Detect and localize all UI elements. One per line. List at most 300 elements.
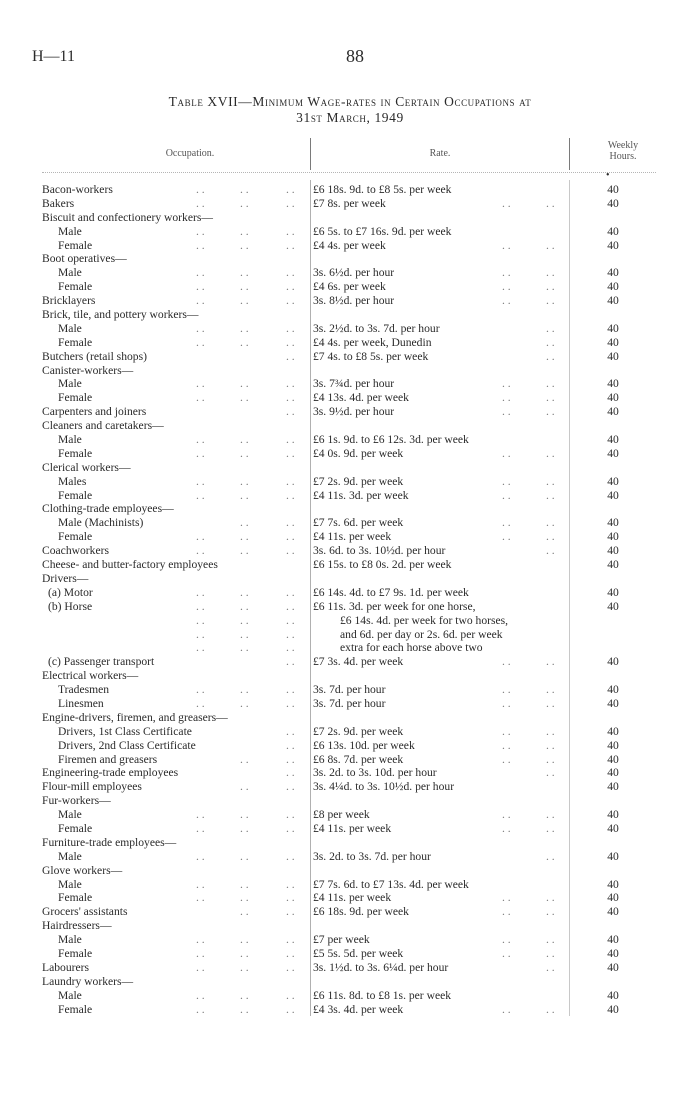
- dot-leader: . .: [286, 266, 295, 280]
- occupation-cell: Male: [58, 321, 82, 335]
- occupation-cell: Female: [58, 238, 93, 252]
- hours-cell: 40: [607, 1002, 619, 1016]
- dot-leader: . .: [546, 238, 555, 252]
- table-row: [0, 822, 700, 836]
- rate-cell: 3s. 2d. to 3s. 10d. per hour: [313, 766, 437, 780]
- occupation-cell: Drivers, 2nd Class Certificate: [58, 738, 196, 752]
- dot-leader: . .: [546, 446, 555, 460]
- dot-leader: . .: [546, 933, 555, 947]
- hours-cell: 40: [607, 599, 619, 613]
- dot-leader: . .: [240, 599, 249, 613]
- table-row: [0, 878, 700, 892]
- rate-cell: £6 1s. 9d. to £6 12s. 3d. per week: [313, 433, 469, 447]
- dot-leader: . .: [502, 238, 511, 252]
- dot-leader: . .: [240, 294, 249, 308]
- dot-leader: . .: [196, 266, 205, 280]
- rate-cell: £7 7s. 6d. per week: [313, 516, 404, 530]
- dot-leader: . .: [546, 474, 555, 488]
- rate-cell: £4 3s. 4d. per week: [313, 1002, 404, 1016]
- table-row: [0, 919, 700, 933]
- occupation-cell: Female: [58, 391, 93, 405]
- rate-cell: 3s. 7d. per hour: [313, 696, 386, 710]
- dot-leader: . .: [546, 738, 555, 752]
- occupation-cell: Canister-workers—: [42, 363, 134, 377]
- hours-cell: 40: [607, 183, 619, 196]
- dot-leader: . .: [286, 960, 295, 974]
- dot-leader: . .: [286, 988, 295, 1002]
- dot-leader: . .: [196, 321, 205, 335]
- dot-leader: . .: [240, 1002, 249, 1016]
- dot-leader: . .: [546, 530, 555, 544]
- table-row: [0, 516, 700, 530]
- rate-cell: £4 11s. per week: [313, 891, 392, 905]
- occupation-cell: Male: [58, 433, 82, 447]
- occupation-cell: Carpenters and joiners: [42, 405, 147, 419]
- occupation-cell: Cleaners and caretakers—: [42, 419, 164, 433]
- dot-leader: . .: [240, 391, 249, 405]
- table-row: [0, 405, 700, 419]
- dot-leader: . .: [196, 377, 205, 391]
- rate-cell: £7 2s. 9d. per week: [313, 474, 404, 488]
- rate-cell: 3s. 8½d. per hour: [313, 294, 395, 308]
- dot-leader: . .: [286, 516, 295, 530]
- table-row: [0, 683, 700, 697]
- occupation-cell: Female: [58, 946, 93, 960]
- table-row: [0, 475, 700, 489]
- header-rule: [42, 172, 656, 173]
- dot-leader: . .: [286, 1002, 295, 1016]
- dot-leader: . .: [286, 405, 295, 419]
- hours-cell: 40: [607, 280, 619, 294]
- dot-leader: . .: [546, 280, 555, 294]
- table-row: [0, 572, 700, 586]
- rate-cell: and 6d. per day or 2s. 6d. per week: [340, 627, 503, 641]
- occupation-cell: Grocers' assistants: [42, 905, 128, 919]
- dot-leader: . .: [286, 433, 295, 447]
- occupation-cell: Linesmen: [58, 696, 104, 710]
- hours-cell: 40: [607, 780, 619, 794]
- rate-cell: £7 2s. 9d. per week: [313, 724, 404, 738]
- table-row: [0, 322, 700, 336]
- occupation-cell: Male: [58, 988, 82, 1002]
- table-row: [0, 280, 700, 294]
- dot-leader: . .: [502, 196, 511, 210]
- dot-leader: . .: [196, 933, 205, 947]
- dot-leader: . .: [502, 724, 511, 738]
- dot-leader: . .: [286, 738, 295, 752]
- hours-cell: 40: [607, 488, 619, 502]
- table-row: [0, 655, 700, 669]
- dot-leader: . .: [546, 849, 555, 863]
- rate-cell: £4 13s. 4d. per week: [313, 391, 409, 405]
- dot-leader: . .: [240, 780, 249, 794]
- hours-cell: 40: [607, 558, 619, 572]
- dot-leader: . .: [240, 433, 249, 447]
- table-row: [0, 628, 700, 642]
- dot-leader: . .: [546, 655, 555, 669]
- occupation-cell: Bacon-workers: [42, 183, 113, 196]
- rate-cell: £6 5s. to £7 16s. 9d. per week: [313, 224, 452, 238]
- dot-leader: . .: [286, 933, 295, 947]
- dot-leader: . .: [502, 905, 511, 919]
- rate-cell: £7 7s. 6d. to £7 13s. 4d. per week: [313, 877, 469, 891]
- hours-cell: 40: [607, 585, 619, 599]
- rate-cell: £4 4s. per week, Dunedin: [313, 335, 432, 349]
- occupation-cell: Female: [58, 821, 93, 835]
- dot-leader: . .: [240, 946, 249, 960]
- hours-cell: 40: [607, 988, 619, 1002]
- dot-leader: . .: [240, 238, 249, 252]
- dot-leader: . .: [546, 821, 555, 835]
- dot-leader: . .: [502, 266, 511, 280]
- table-row: [0, 252, 700, 266]
- dot-leader: . .: [240, 321, 249, 335]
- table-row: [0, 947, 700, 961]
- occupation-cell: (a) Motor: [48, 585, 93, 599]
- rate-cell: £7 4s. to £8 5s. per week: [313, 349, 429, 363]
- hours-cell: 40: [607, 377, 619, 391]
- occupation-cell: Coachworkers: [42, 544, 109, 558]
- dot-leader: . .: [502, 891, 511, 905]
- table-row: [0, 794, 700, 808]
- hours-cell: 40: [607, 266, 619, 280]
- dot-leader: . .: [546, 946, 555, 960]
- occupation-cell: Butchers (retail shops): [42, 349, 147, 363]
- table-row: [0, 239, 700, 253]
- table-row: [0, 766, 700, 780]
- dot-leader: . .: [286, 821, 295, 835]
- dot-leader: . .: [196, 683, 205, 697]
- dot-leader: . .: [240, 849, 249, 863]
- occupation-cell: Male: [58, 224, 82, 238]
- dot-leader: . .: [286, 391, 295, 405]
- dot-leader: . .: [286, 238, 295, 252]
- table-row: [0, 391, 700, 405]
- hours-cell: 40: [607, 891, 619, 905]
- dot-leader: . .: [286, 724, 295, 738]
- occupation-cell: Male: [58, 808, 82, 822]
- table-row: [0, 1003, 700, 1017]
- rate-cell: extra for each horse above two: [340, 641, 483, 655]
- table-row: [0, 266, 700, 280]
- dot-leader: . .: [502, 808, 511, 822]
- dot-leader: . .: [240, 696, 249, 710]
- table-row: [0, 739, 700, 753]
- dot-leader: . .: [286, 530, 295, 544]
- dot-leader: . .: [240, 544, 249, 558]
- dot-leader: . .: [196, 224, 205, 238]
- table-row: [0, 461, 700, 475]
- dot-leader: . .: [240, 474, 249, 488]
- dot-leader: . .: [546, 544, 555, 558]
- occupation-cell: Clothing-trade employees—: [42, 502, 174, 516]
- occupation-cell: Clerical workers—: [42, 460, 131, 474]
- occupation-cell: Male: [58, 849, 82, 863]
- rate-cell: £6 14s. 4d. per week for two horses,: [340, 613, 509, 627]
- dot-leader: . .: [502, 488, 511, 502]
- rate-cell: 3s. 6½d. per hour: [313, 266, 395, 280]
- occupation-cell: Male: [58, 266, 82, 280]
- dot-leader: . .: [196, 238, 205, 252]
- table-row: [0, 753, 700, 767]
- dot-leader: . .: [286, 641, 295, 655]
- dot-leader: . .: [240, 585, 249, 599]
- dot-leader: . .: [502, 446, 511, 460]
- dot-leader: . .: [502, 946, 511, 960]
- occupation-cell: Drivers—: [42, 571, 89, 585]
- occupation-cell: Bricklayers: [42, 294, 96, 308]
- table-row: [0, 183, 700, 197]
- section-marker: H—11: [32, 48, 75, 65]
- table-row: [0, 197, 700, 211]
- dot-leader: . .: [240, 891, 249, 905]
- occupation-cell: Male: [58, 933, 82, 947]
- dot-leader: . .: [286, 877, 295, 891]
- dot-leader: . .: [286, 905, 295, 919]
- table-row: [0, 586, 700, 600]
- hours-cell: 40: [607, 655, 619, 669]
- rate-cell: £7 per week: [313, 933, 370, 947]
- dot-leader: . .: [240, 960, 249, 974]
- table-row: [0, 211, 700, 225]
- dot-leader: . .: [286, 280, 295, 294]
- dot-leader: . .: [546, 696, 555, 710]
- dot-leader: . .: [546, 516, 555, 530]
- dot-leader: . .: [240, 627, 249, 641]
- dot-leader: . .: [196, 808, 205, 822]
- dot-leader: . .: [546, 294, 555, 308]
- rate-cell: £6 14s. 4d. to £7 9s. 1d. per week: [313, 585, 469, 599]
- dot-leader: . .: [502, 405, 511, 419]
- rate-cell: £6 15s. to £8 0s. 2d. per week: [313, 558, 452, 572]
- table-row: [0, 864, 700, 878]
- dot-leader: . .: [502, 655, 511, 669]
- hours-cell: 40: [607, 516, 619, 530]
- dot-leader: . .: [286, 613, 295, 627]
- hours-cell: 40: [607, 446, 619, 460]
- hours-cell: 40: [607, 349, 619, 363]
- dot-leader: . .: [196, 391, 205, 405]
- dot-leader: . .: [286, 655, 295, 669]
- dot-leader: . .: [240, 377, 249, 391]
- occupation-cell: Engineering-trade employees: [42, 766, 179, 780]
- table-row: [0, 891, 700, 905]
- table-row: [0, 433, 700, 447]
- dot-leader: . .: [546, 766, 555, 780]
- dot-leader: . .: [240, 808, 249, 822]
- occupation-cell: Female: [58, 891, 93, 905]
- dot-leader: . .: [502, 377, 511, 391]
- dot-leader: . .: [240, 516, 249, 530]
- dot-leader: . .: [196, 891, 205, 905]
- rate-cell: £6 11s. 8d. to £8 1s. per week: [313, 988, 452, 1002]
- hours-cell: 40: [607, 335, 619, 349]
- dot-leader: . .: [196, 821, 205, 835]
- dot-leader: . .: [546, 683, 555, 697]
- hours-cell: 40: [607, 808, 619, 822]
- hours-cell: 40: [607, 224, 619, 238]
- column-rule-1: [310, 138, 311, 170]
- dot-leader: . .: [286, 780, 295, 794]
- dot-leader: . .: [196, 446, 205, 460]
- hours-cell: 40: [607, 321, 619, 335]
- dot-leader: . .: [196, 488, 205, 502]
- table-row: [0, 294, 700, 308]
- stray-mark: •: [606, 170, 610, 181]
- dot-leader: . .: [286, 377, 295, 391]
- dot-leader: . .: [546, 321, 555, 335]
- dot-leader: . .: [546, 488, 555, 502]
- dot-leader: . .: [546, 724, 555, 738]
- dot-leader: . .: [196, 627, 205, 641]
- dot-leader: . .: [286, 321, 295, 335]
- rate-cell: £6 11s. 3d. per week for one horse,: [313, 599, 476, 613]
- dot-leader: . .: [286, 752, 295, 766]
- table-row: [0, 558, 700, 572]
- hours-cell: 40: [607, 238, 619, 252]
- dot-leader: . .: [546, 196, 555, 210]
- dot-leader: . .: [196, 1002, 205, 1016]
- dot-leader: . .: [286, 196, 295, 210]
- table-row: [0, 669, 700, 683]
- dot-leader: . .: [240, 280, 249, 294]
- table-row: [0, 544, 700, 558]
- dot-leader: . .: [286, 474, 295, 488]
- rate-cell: £6 18s. 9d. to £8 5s. per week: [313, 183, 452, 196]
- dot-leader: . .: [502, 391, 511, 405]
- dot-leader: . .: [546, 905, 555, 919]
- dot-leader: . .: [286, 446, 295, 460]
- hours-cell: 40: [607, 696, 619, 710]
- column-header-hours-line2: Hours.: [609, 151, 637, 162]
- table-title-line2: 31st March, 1949: [296, 110, 404, 125]
- dot-leader: . .: [286, 946, 295, 960]
- hours-cell: 40: [607, 683, 619, 697]
- dot-leader: . .: [196, 433, 205, 447]
- table-row: [0, 336, 700, 350]
- table-row: [0, 364, 700, 378]
- dot-leader: . .: [502, 280, 511, 294]
- rate-cell: £4 11s. 3d. per week: [313, 488, 409, 502]
- dot-leader: . .: [546, 891, 555, 905]
- hours-cell: 40: [607, 738, 619, 752]
- rate-cell: £4 11s. per week: [313, 530, 392, 544]
- page-number: 88: [346, 46, 364, 66]
- dot-leader: . .: [546, 752, 555, 766]
- dot-leader: . .: [196, 196, 205, 210]
- table-row: [0, 419, 700, 433]
- dot-leader: . .: [196, 599, 205, 613]
- table-row: [0, 905, 700, 919]
- dot-leader: . .: [502, 696, 511, 710]
- hours-cell: 40: [607, 946, 619, 960]
- dot-leader: . .: [502, 821, 511, 835]
- dot-leader: . .: [502, 530, 511, 544]
- rate-cell: 3s. 4¼d. to 3s. 10½d. per hour: [313, 780, 455, 794]
- hours-cell: 40: [607, 196, 619, 210]
- dot-leader: . .: [502, 294, 511, 308]
- dot-leader: . .: [546, 391, 555, 405]
- hours-cell: 40: [607, 960, 619, 974]
- occupation-cell: Cheese- and butter-factory employees: [42, 558, 218, 572]
- dot-leader: . .: [240, 266, 249, 280]
- column-header-hours: [594, 140, 652, 162]
- dot-leader: . .: [286, 599, 295, 613]
- rate-cell: £4 0s. 9d. per week: [313, 446, 404, 460]
- rate-cell: £7 8s. per week: [313, 196, 386, 210]
- dot-leader: . .: [546, 1002, 555, 1016]
- hours-cell: 40: [607, 433, 619, 447]
- dot-leader: . .: [502, 738, 511, 752]
- hours-cell: 40: [607, 530, 619, 544]
- table-row: [0, 350, 700, 364]
- wage-table: [0, 183, 700, 1016]
- dot-leader: . .: [240, 196, 249, 210]
- occupation-cell: Male (Machinists): [58, 516, 144, 530]
- hours-cell: 40: [607, 877, 619, 891]
- dot-leader: . .: [240, 877, 249, 891]
- dot-leader: . .: [240, 530, 249, 544]
- occupation-cell: Laundry workers—: [42, 974, 134, 988]
- occupation-cell: Furniture-trade employees—: [42, 835, 177, 849]
- rate-cell: £5 5s. 5d. per week: [313, 946, 404, 960]
- rate-cell: 3s. 6d. to 3s. 10½d. per hour: [313, 544, 446, 558]
- table-row: [0, 850, 700, 864]
- dot-leader: . .: [240, 224, 249, 238]
- occupation-cell: Female: [58, 1002, 93, 1016]
- dot-leader: . .: [196, 530, 205, 544]
- dot-leader: . .: [286, 683, 295, 697]
- occupation-cell: Males: [58, 474, 87, 488]
- dot-leader: . .: [240, 752, 249, 766]
- table-row: [0, 225, 700, 239]
- table-row: [0, 780, 700, 794]
- rate-cell: 3s. 7d. per hour: [313, 683, 386, 697]
- dot-leader: . .: [546, 335, 555, 349]
- hours-cell: 40: [607, 474, 619, 488]
- table-row: [0, 711, 700, 725]
- table-row: [0, 308, 700, 322]
- table-row: [0, 447, 700, 461]
- dot-leader: . .: [286, 808, 295, 822]
- hours-cell: 40: [607, 849, 619, 863]
- rate-cell: £4 11s. per week: [313, 821, 392, 835]
- dot-leader: . .: [196, 335, 205, 349]
- hours-cell: 40: [607, 752, 619, 766]
- table-row: [0, 933, 700, 947]
- occupation-cell: Brick, tile, and pottery workers—: [42, 308, 199, 322]
- table-row: [0, 836, 700, 850]
- occupation-cell: Female: [58, 488, 93, 502]
- dot-leader: . .: [546, 349, 555, 363]
- occupation-cell: Female: [58, 446, 93, 460]
- dot-leader: . .: [240, 183, 249, 196]
- dot-leader: . .: [240, 613, 249, 627]
- table-row: [0, 641, 700, 655]
- column-header-rate: Rate.: [429, 148, 451, 159]
- table-row: [0, 697, 700, 711]
- hours-cell: 40: [607, 905, 619, 919]
- dot-leader: . .: [546, 377, 555, 391]
- table-row: [0, 725, 700, 739]
- dot-leader: . .: [546, 808, 555, 822]
- hours-cell: 40: [607, 294, 619, 308]
- rate-cell: 3s. 1½d. to 3s. 6¼d. per hour: [313, 960, 449, 974]
- dot-leader: . .: [286, 849, 295, 863]
- dot-leader: . .: [286, 224, 295, 238]
- table-row: [0, 808, 700, 822]
- dot-leader: . .: [502, 933, 511, 947]
